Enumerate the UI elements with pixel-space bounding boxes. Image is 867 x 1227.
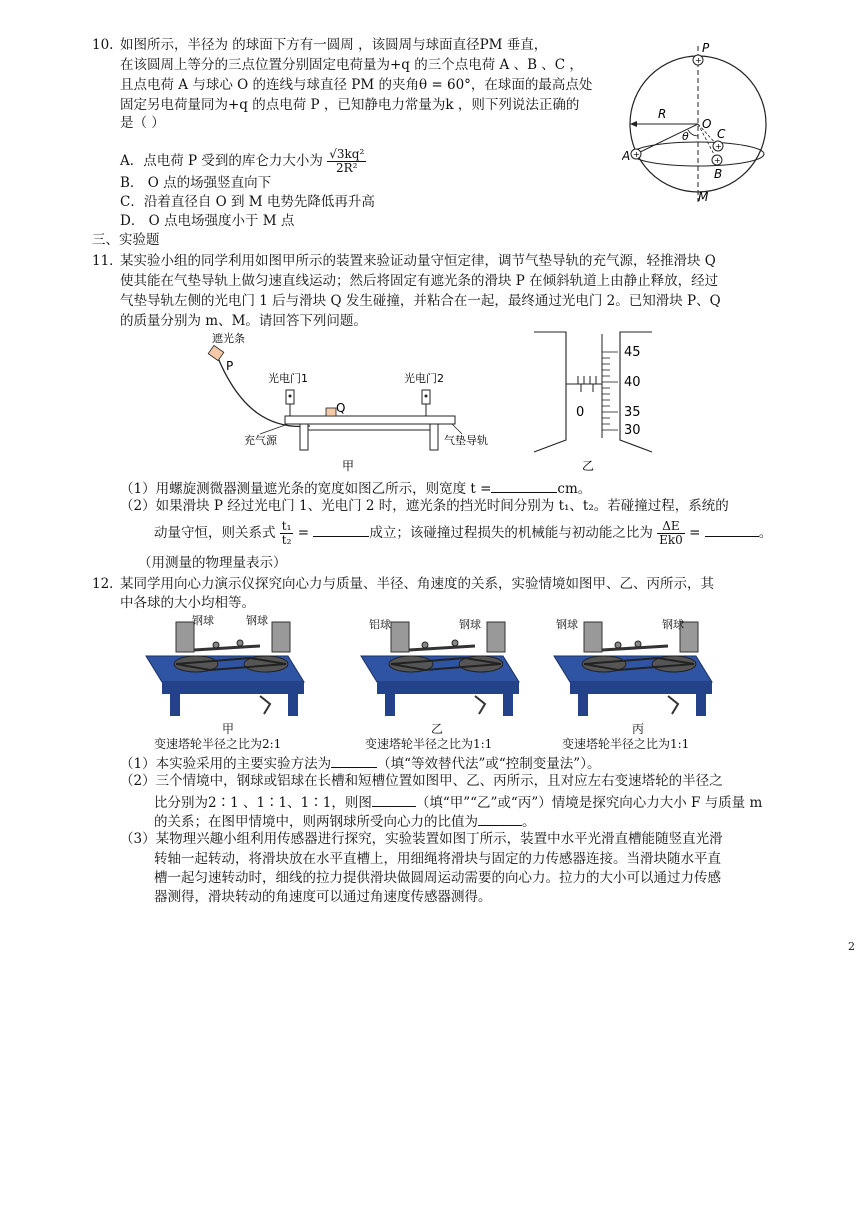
q12-sub1-hint: （填“等效替代法”或“控制变量法”）。 [377,756,601,772]
panel-caption: 甲 [222,722,235,736]
ratio-energy [657,520,685,547]
caption-jia: 甲 [342,459,355,473]
label-r: R [658,107,667,121]
panel-caption: 乙 [431,722,444,736]
q11-sub1-unit: cm。 [557,481,592,497]
formula-denominator: 2R² [336,161,358,175]
ball-label-left: 钢球 [556,618,578,631]
q12-sub1-text: （1）本实验采用的主要实验方法为 [120,756,332,772]
tick-35: 35 [624,405,641,420]
frac-numerator: ΔE [657,520,685,534]
q11-sub2-text-b: 成立；该碰撞过程损失的机械能与初动能之比为 [369,525,653,541]
q11-number: 11． [92,253,123,269]
q11-sub1 [120,478,591,499]
q12-number: 12． [92,576,123,592]
q12-sub2-line3 [154,811,536,832]
answer-blank-energy-ratio[interactable] [705,522,759,537]
q12-sub2-end: 。 [522,814,536,830]
label-c: C [717,127,726,141]
label-m: M [698,190,709,204]
apparatus-panel-yi [355,612,525,750]
ball-label-right: 钢球 [459,618,481,631]
apparatus-drawing [140,612,310,722]
tick-40: 40 [624,375,641,390]
sphere-figure [622,38,772,206]
tick-45: 45 [624,345,641,360]
q12-sub3-line1: （3）某物理兴趣小组利用传感器进行探究，实验装置如图丁所示，装置中水平光滑直槽能随竖直光滑 [120,831,723,847]
panel-ratio: 变速塔轮半径之比为1:1 [562,737,690,751]
ball-label-left: 铝球 [369,618,391,631]
air-track-figure [200,330,520,475]
panel-ratio: 变速塔轮半径之比为2:1 [154,737,282,751]
q11-sub2-note: （用测量的物理量表示） [138,555,287,571]
frac-denominator: Ek0 [659,533,683,547]
apparatus-drawing [355,612,525,722]
q11-line-3: 气垫导轨左侧的光电门 1 后与滑块 Q 发生碰撞，并粘合在一起，最终通过光电门 2。已知滑块 P、Q [120,293,721,309]
q10-line-1: 如图所示，半径为 的球面下方有一圆周 ，该圆周与球面直径PM 垂直， [120,37,548,53]
label-o: O [702,117,712,131]
ball-label-right: 钢球 [662,618,684,631]
q10-option-a [120,148,366,175]
q11-sub2-end: 。 [758,525,773,541]
q11-sub1-text: （1）用螺旋测微器测量遮光条的宽度如图乙所示，则宽度 t = [120,481,492,497]
answer-blank-width[interactable] [491,478,557,493]
q10-option-a-formula [327,148,366,175]
page-number: 2 [848,940,855,953]
answer-blank-relation[interactable] [313,522,369,537]
label-source: 充气源 [244,434,277,447]
label-b: B [714,167,723,181]
q12-sub2-text-b: （填“甲”“乙”或“丙”）情境是探究向心力大小 F 与质量 m [415,795,763,811]
formula-numerator: √3kq² [329,147,365,161]
apparatus-drawing [548,612,720,722]
label-gate2: 光电门2 [404,372,444,385]
q11-sub2-text: 动量守恒，则关系式 [154,525,276,541]
label-p: P [226,359,234,373]
q11-sub2-line2: 动量守恒，则关系式 $\frac{\text{t₁}}{\text{t₂}}$ = 成立；该碰撞过程损失的机械能与初动能之比为 $\frac{\Delta E}{Ek0}$ = 。 [154,519,773,547]
q10-line-2: 在该圆周上等分的三点位置分别固定电荷量为+q 的三个点电荷 A 、B 、C ， [120,57,583,73]
caption-yi: 乙 [582,459,595,473]
q12-sub3-line2: 转轴一起转动，将滑块放在水平直槽上，用细绳将滑块与固定的力传感器连接。当滑块随水平直 [154,851,721,867]
frac-denominator: t₂ [281,533,292,547]
q12-sub2-text: 比分别为2∶1 、1∶1、1∶1，则图 [154,795,372,811]
label-p: P [702,41,710,55]
label-zheguang: 遮光条 [212,332,245,345]
panel-caption: 丙 [632,722,645,736]
svg-text:+: + [714,156,721,165]
ratio-t1-t2 [280,520,294,547]
svg-text:+: + [715,142,722,151]
label-gate1: 光电门1 [268,372,308,385]
q12-sub2-line2 [154,792,762,813]
q10-line-3: 且点电荷 A 与球心 O 的连线与球直径 PM 的夹角θ = 60°，在球面的最高点处 [120,77,593,93]
svg-text:+: + [695,56,702,65]
tick-30: 30 [624,423,641,438]
q10-option-c: C．沿着直径自 O 到 M 电势先降低再升高 [120,194,375,210]
ball-label-left: 钢球 [192,614,214,627]
q11-line-4: 的质量分别为 m、M。请回答下列问题。 [120,313,367,329]
q10-line-4: 固定另电荷量同为+q 的点电荷 P ，已知静电力常量为k ，则下列说法正确的 [120,97,580,113]
tick-zero: 0 [576,405,585,420]
q10-option-b: B． O 点的场强竖直向下 [120,175,272,191]
answer-blank-method[interactable] [331,753,377,768]
label-theta: θ [682,130,689,143]
apparatus-panel-bing [548,612,720,750]
q10-option-d: D． O 点电场强度小于 M 点 [120,213,295,229]
answer-blank-force-ratio[interactable] [478,811,522,826]
q12-sub2-text-c: 的关系；在图甲情境中，则两钢球所受向心力的比值为 [154,814,478,830]
frac-numerator: t₁ [281,519,292,533]
q11-sub2-line1: （2）如果滑块 P 经过光电门 1、光电门 2 时，遮光条的挡光时间分别为 t₁、t₂。若碰撞过程，系统的 [120,498,729,514]
q12-sub3-line3: 槽一起匀速转动时，细线的拉力提供滑块做圆周运动需要的向心力。拉力的大小可以通过力传感 [154,870,721,886]
q10-number: 10. [92,37,114,53]
q12-sub2-line1: （2）三个情境中，钢球或铝球在长槽和短槽位置如图甲、乙、丙所示，且对应左右变速塔轮的半径之 [120,773,723,789]
section-heading: 三、实验题 [92,232,160,248]
ball-label-right: 钢球 [246,614,268,627]
q12-line-2: 中各球的大小均相等。 [120,595,255,611]
apparatus-panel-jia [140,612,310,750]
micrometer-figure [528,326,658,474]
q12-line-1: 某同学用向心力演示仪探究向心力与质量、半径、角速度的关系，实验情境如图甲、乙、丙所示，其 [120,576,714,592]
q10-line-5: 是（ ） [120,115,165,131]
q12-sub1 [120,753,600,774]
answer-blank-scene[interactable] [372,792,416,807]
label-rail: 气垫导轨 [444,434,488,447]
q11-line-2: 使其能在气垫导轨上做匀速直线运动；然后将固定有遮光条的滑块 P 在倾斜轨道上由静止释放，经过 [120,273,719,289]
svg-text:+: + [633,150,640,159]
q12-sub3-line4: 器测得，滑块转动的角速度可以通过角速度传感器测得。 [154,889,492,905]
q11-line-1: 某实验小组的同学利用如图甲所示的装置来验证动量守恒定律，调节气垫导轨的充气源，轻推滑块 Q [120,253,716,269]
q10-option-a-text: A．点电荷 P 受到的库仑力大小为 [120,153,323,169]
label-q: Q [336,401,346,415]
label-a: A [622,149,631,163]
panel-ratio: 变速塔轮半径之比为1:1 [365,737,493,751]
